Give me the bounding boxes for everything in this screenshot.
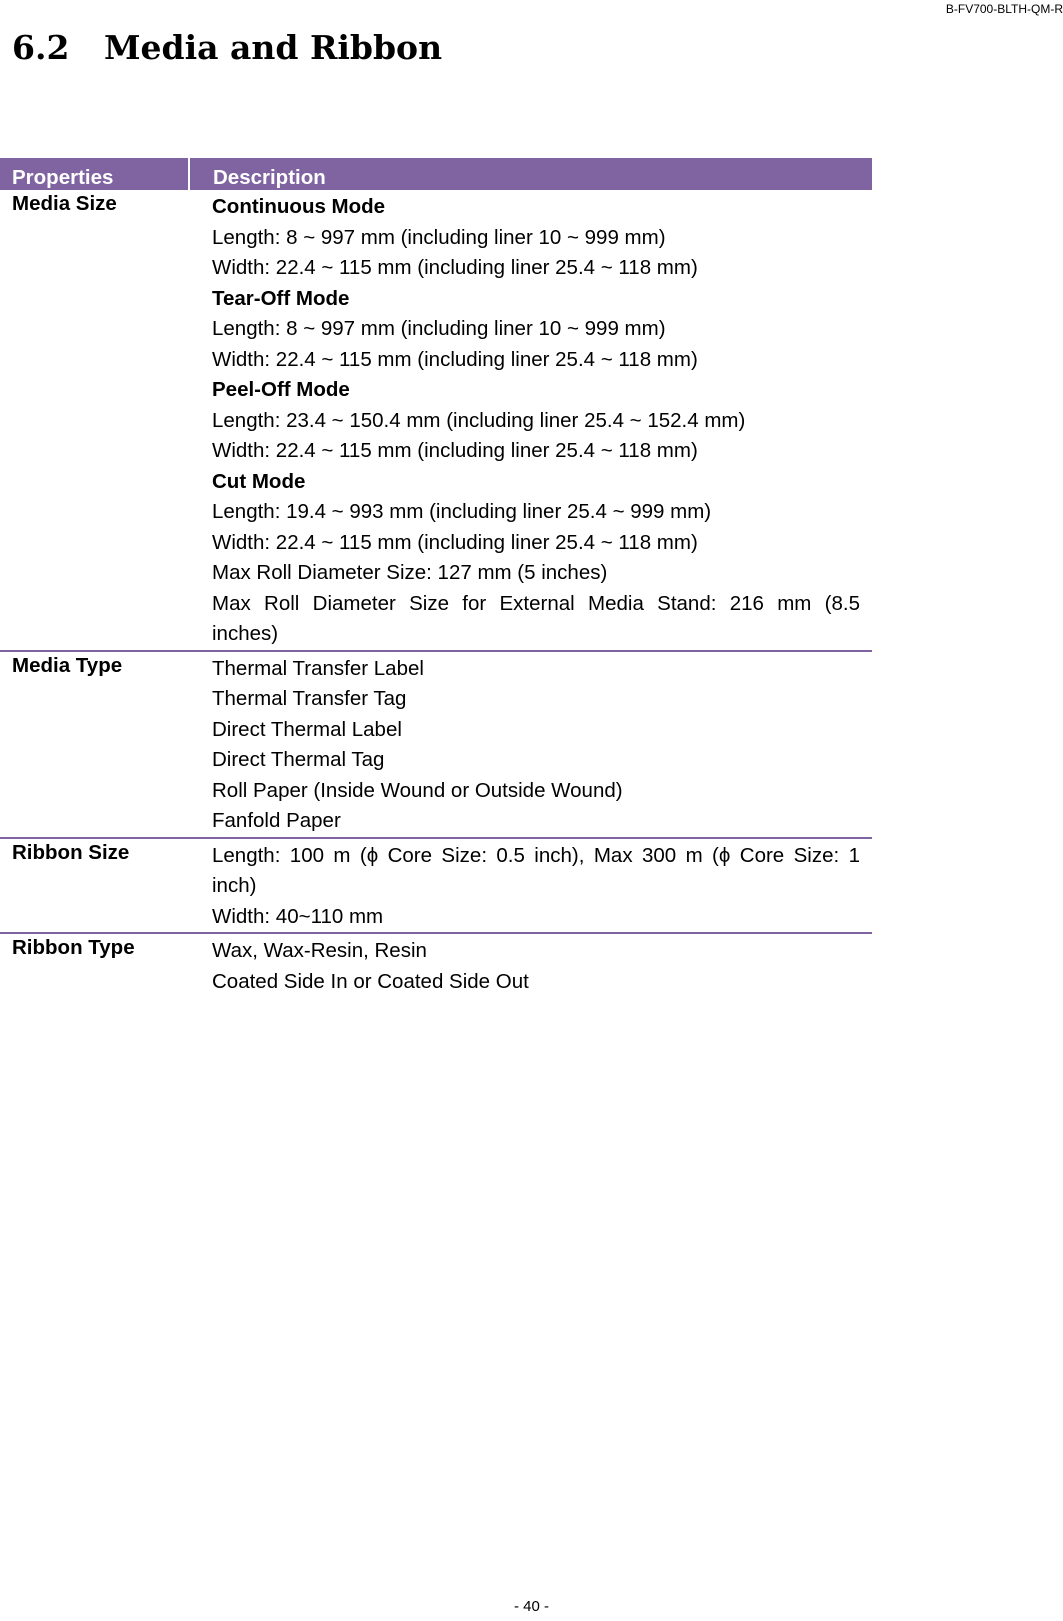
document-code: B-FV700-BLTH-QM-R (945, 2, 1063, 16)
property-cell: Media Type (0, 651, 189, 838)
description-column-header: Description (189, 158, 872, 190)
mode-heading: Tear-Off Mode (212, 286, 350, 310)
table-row-ribbon-size (0, 838, 872, 934)
section-title: Media and Ribbon (104, 28, 443, 67)
description-line: Coated Side In or Coated Side Out (212, 969, 529, 993)
property-cell: Ribbon Type (12, 936, 135, 959)
description-line: Length: 19.4 ~ 993 mm (including liner 25.4 ~ 999 mm) (212, 500, 712, 523)
property-cell: Media Size (0, 190, 189, 651)
description-line: inches) (212, 622, 279, 645)
description-cell (189, 190, 872, 651)
property-cell: Ribbon Size (0, 838, 189, 934)
mode-heading: Continuous Mode (212, 195, 386, 218)
mode-heading: Peel-Off Mode (212, 378, 350, 401)
table-row-media-size (0, 190, 872, 651)
section-heading (12, 28, 442, 67)
section-number: 6.2 (12, 28, 70, 67)
description-line: Width: 22.4 ~ 115 mm (including liner 25.4 ~ 118 mm) (212, 439, 698, 462)
description-line: Width: 22.4 ~ 115 mm (including liner 25.4 ~ 118 mm) (212, 530, 698, 554)
description-line: Thermal Transfer Tag (212, 687, 407, 710)
mode-heading: Cut Mode (212, 469, 306, 493)
description-cell (189, 933, 872, 997)
description-line: Width: 40~110 mm (212, 904, 384, 928)
description-line: Width: 22.4 ~ 115 mm (including liner 25.4 ~ 118 mm) (212, 256, 698, 279)
description-line: Length: 23.4 ~ 150.4 mm (including liner 25.4 ~ 152.4 mm) (212, 408, 746, 432)
description-line: Wax, Wax-Resin, Resin (212, 939, 427, 962)
description-line: Direct Thermal Tag (212, 748, 385, 771)
description-line: inch) (212, 874, 257, 897)
table-row-ribbon-type (0, 933, 872, 997)
table-header-row (0, 158, 872, 190)
description-line: Thermal Transfer Label (212, 656, 424, 680)
description-line: Width: 22.4 ~ 115 mm (including liner 25.4 ~ 118 mm) (212, 347, 698, 371)
description-cell (189, 651, 872, 838)
description-line: Roll Paper (Inside Wound or Outside Wound) (212, 778, 623, 802)
description-line: Direct Thermal Label (212, 717, 402, 741)
page-number: - 40 - (513, 1598, 549, 1615)
description-line: Max Roll Diameter Size for External Media Stand: 216 mm (8.5 (212, 591, 860, 615)
table-row-media-type (0, 651, 872, 838)
properties-column-header: Properties (0, 158, 189, 190)
description-cell (189, 838, 872, 934)
description-line: Max Roll Diameter Size: 127 mm (5 inches) (212, 561, 608, 584)
description-line: Length: 8 ~ 997 mm (including liner 10 ~ 999 mm) (212, 317, 666, 340)
description-line: Length: 8 ~ 997 mm (including liner 10 ~ 999 mm) (212, 225, 666, 249)
description-line: Length: 100 m (ϕ Core Size: 0.5 inch), Max 300 m (ϕ Core Size: 1 (212, 843, 860, 867)
media-ribbon-spec-table (0, 158, 872, 997)
description-line: Fanfold Paper (212, 809, 341, 832)
